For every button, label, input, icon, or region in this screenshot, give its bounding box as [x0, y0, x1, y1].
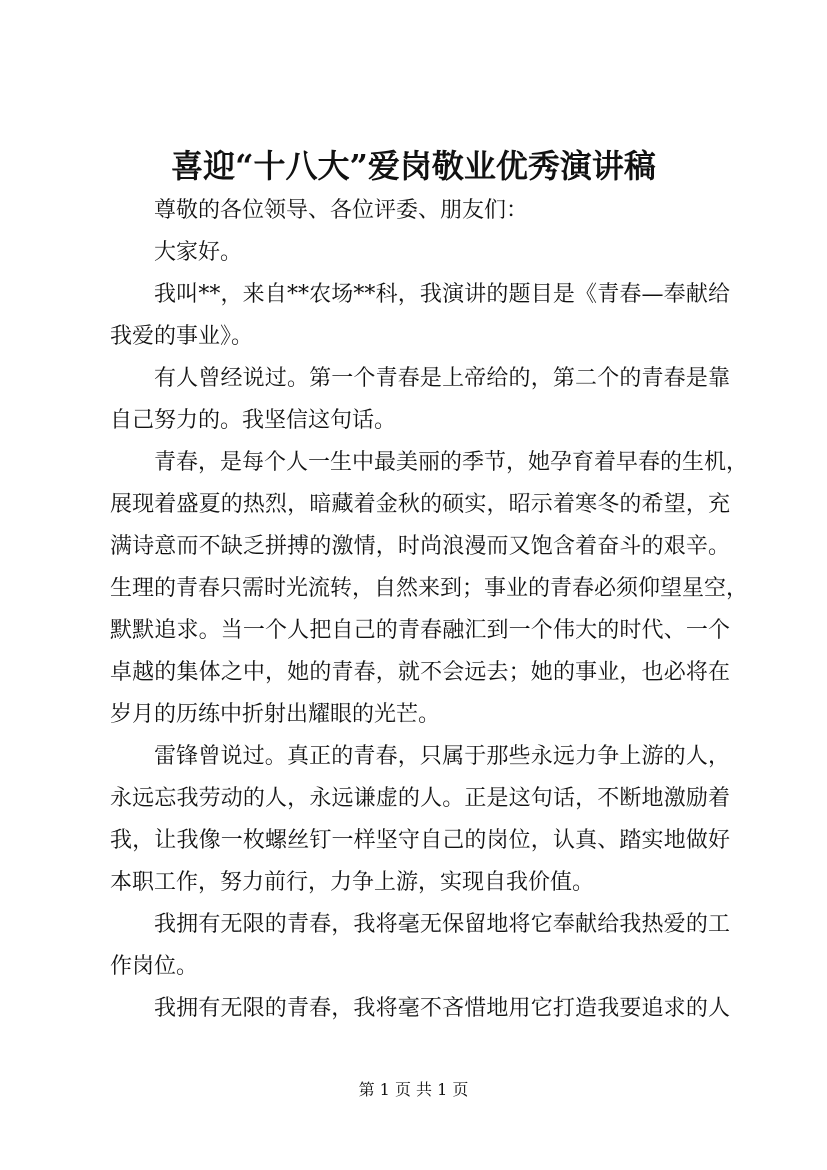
paragraph-line: 我爱的事业》。	[110, 324, 254, 349]
paragraph-line: 自己努力的。我坚信这句话。	[110, 408, 397, 433]
page-footer: 第 1 页 共 1 页	[358, 1080, 469, 1099]
paragraph-line: 我叫**，来自**农场**科，我演讲的题目是《青春—奉献给	[154, 282, 730, 307]
paragraph-line: 有人曾经说过。第一个青春是上帝给的，第二个的青春是靠	[154, 366, 730, 391]
paragraph-line: 我拥有无限的青春，我将毫不吝惜地用它打造我要追求的人	[154, 996, 730, 1021]
paragraph-line: 我拥有无限的青春，我将毫无保留地将它奉献给我热爱的工	[154, 912, 730, 937]
paragraph-line: 卓越的集体之中，她的青春，就不会远去；她的事业，也必将在	[110, 660, 730, 685]
paragraph-line: 生理的青春只需时光流转，自然来到；事业的青春必须仰望星空，	[110, 576, 749, 601]
paragraph-line: 青春，是每个人一生中最美丽的季节，她孕育着早春的生机，	[154, 450, 749, 475]
paragraph-line: 本职工作，努力前行，力争上游，实现自我价值。	[110, 870, 595, 895]
paragraph-line: 作岗位。	[110, 954, 199, 979]
paragraph-line: 雷锋曾说过。真正的青春，只属于那些永远力争上游的人，	[154, 744, 730, 769]
paragraph-line: 永远忘我劳动的人，永远谦虚的人。正是这句话，不断地激励着	[110, 786, 730, 811]
paragraph-line: 岁月的历练中折射出耀眼的光芒。	[110, 702, 441, 727]
document-body	[110, 190, 749, 1030]
paragraph-line: 大家好。	[154, 240, 243, 265]
paragraph-line: 我，让我像一枚螺丝钉一样坚守自己的岗位，认真、踏实地做好	[110, 828, 730, 853]
paragraph-line: 满诗意而不缺乏拼搏的激情，时尚浪漫而又饱含着奋斗的艰辛。	[110, 534, 730, 559]
document-title: 喜迎“十八大”爱岗敬业优秀演讲稿	[171, 147, 656, 185]
paragraph-line: 展现着盛夏的热烈，暗藏着金秋的硕实，昭示着寒冬的希望，充	[110, 492, 730, 517]
paragraph-line: 尊敬的各位领导、各位评委、朋友们：	[154, 198, 529, 223]
paragraph-line: 默默追求。当一个人把自己的青春融汇到一个伟大的时代、一个	[110, 618, 730, 643]
